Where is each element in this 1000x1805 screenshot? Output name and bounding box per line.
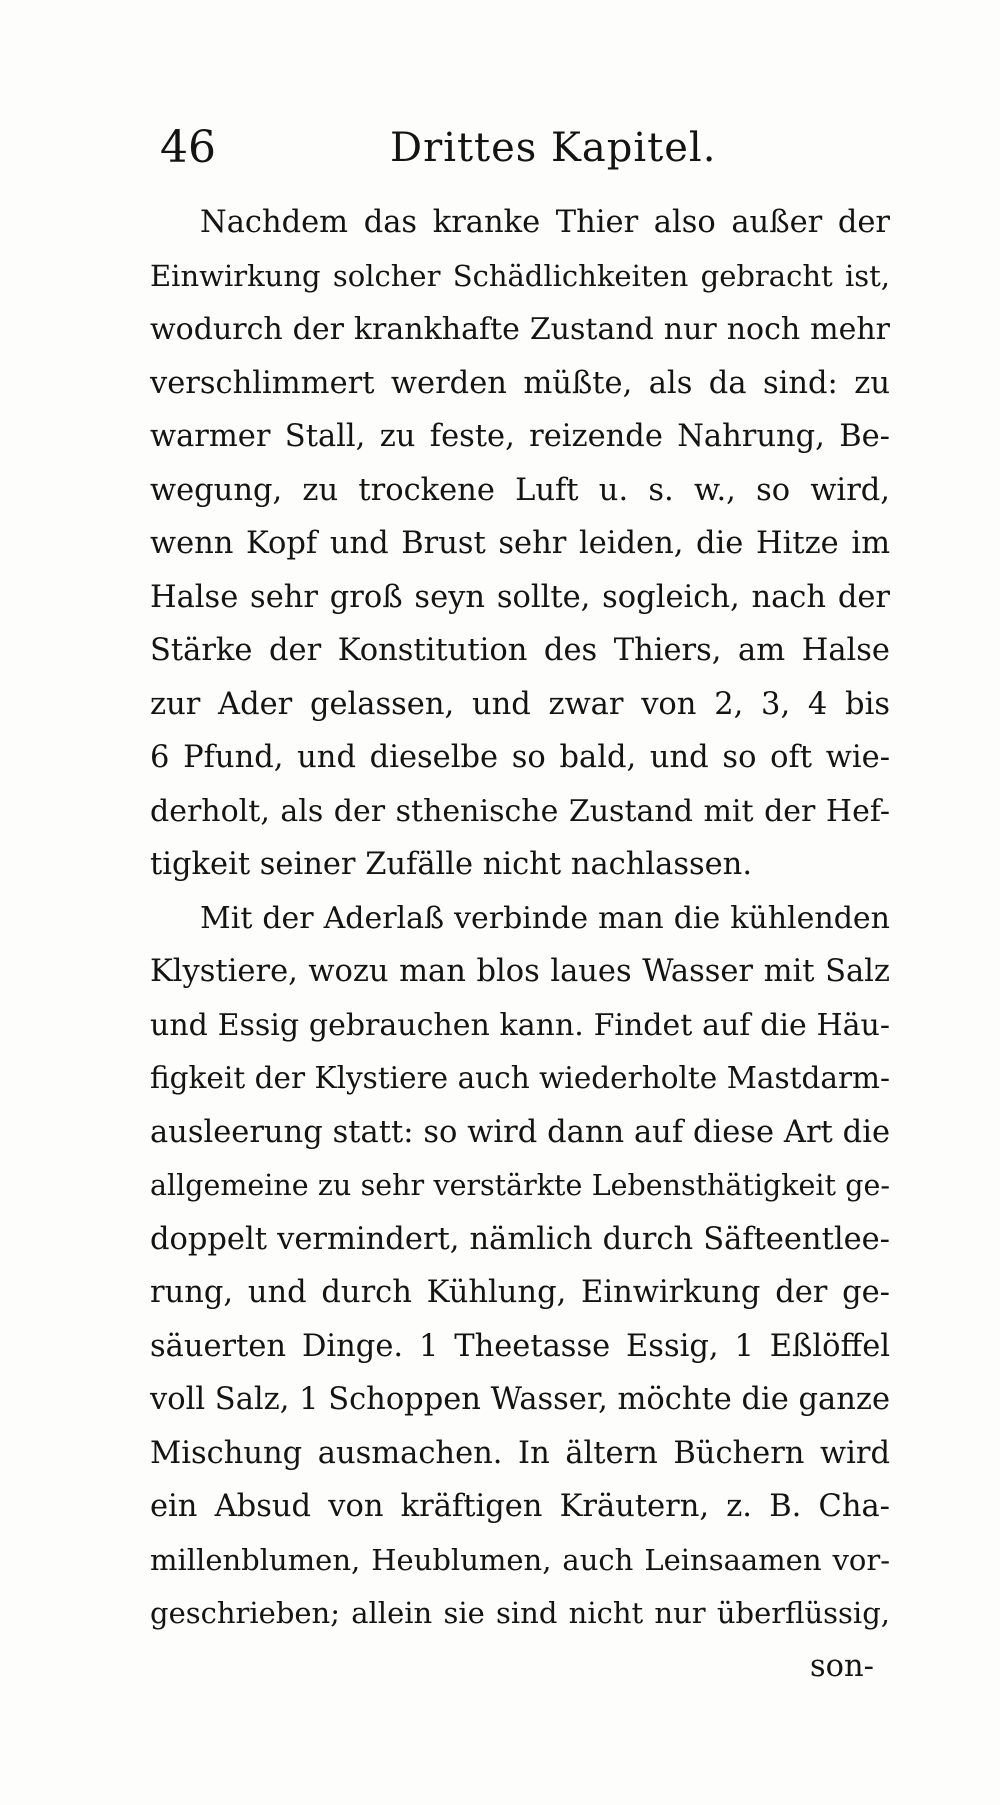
text-line: Mischung ausmachen. In ältern Büchern wird [150,1435,890,1471]
text-line: zur Ader gelassen, und zwar von 2, 3, 4 bis [150,686,890,722]
text-line: verschlimmert werden müßte, als da sind: zu [150,365,890,401]
body-text [150,196,890,1641]
text-line: derholt, als der sthenische Zustand mit der Hef- [150,793,890,829]
catchword: son- [810,1649,874,1684]
text-line: wodurch der krankhafte Zustand nur noch mehr [150,312,890,347]
text-line: wenn Kopf und Brust sehr leiden, die Hitze im [150,526,890,561]
text-line: Nachdem das kranke Thier also außer der [200,205,890,240]
text-line: millenblumen, Heublumen, auch Leinsaamen vor- [150,1542,890,1577]
text-line: geschrieben; allein sie sind nicht nur überflüssig, [150,1596,890,1630]
text-line: figkeit der Klystiere auch wiederholte Mastdarm- [150,1061,890,1095]
text-line: Klystiere, wozu man blos laues Wasser mit Salz [150,954,890,989]
page-number: 46 [160,122,216,173]
text-line: Halse sehr groß seyn sollte, sogleich, nach der [150,579,890,615]
text-line: ausleerung statt: so wird dann auf diese Art die [150,1114,890,1150]
text-line: tigkeit seiner Zufälle nicht nachlassen. [150,847,753,882]
text-line: rung, und durch Kühlung, Einwirkung der ge- [150,1275,890,1310]
text-line: doppelt vermindert, nämlich durch Säfteentlee- [150,1221,890,1257]
text-line: säuerten Dinge. 1 Theetasse Essig, 1 Eßlöffel [150,1328,890,1364]
text-line: Einwirkung solcher Schädlichkeiten gebracht ist, [150,258,890,293]
text-line: und Essig gebrauchen kann. Findet auf die Häu- [150,1007,890,1043]
text-line: ein Absud von kräftigen Kräutern, z. B. Cha- [150,1489,890,1524]
text-line: warmer Stall, zu feste, reizende Nahrung, Be- [150,419,890,454]
running-head: Drittes Kapitel. [390,125,717,171]
text-line: Stärke der Konstitution des Thiers, am Halse [150,633,890,668]
text-line: 6 Pfund, und dieselbe so bald, und so oft wie- [150,740,890,775]
text-line: wegung, zu trockene Luft u. s. w., so wird, [150,472,890,508]
page-header [160,118,880,178]
text-line: allgemeine zu sehr verstärkte Lebensthätigkeit ge- [150,1169,890,1202]
text-line: voll Salz, 1 Schoppen Wasser, möchte die ganze [150,1382,890,1417]
text-line: Mit der Aderlaß verbinde man die kühlenden [200,900,890,936]
